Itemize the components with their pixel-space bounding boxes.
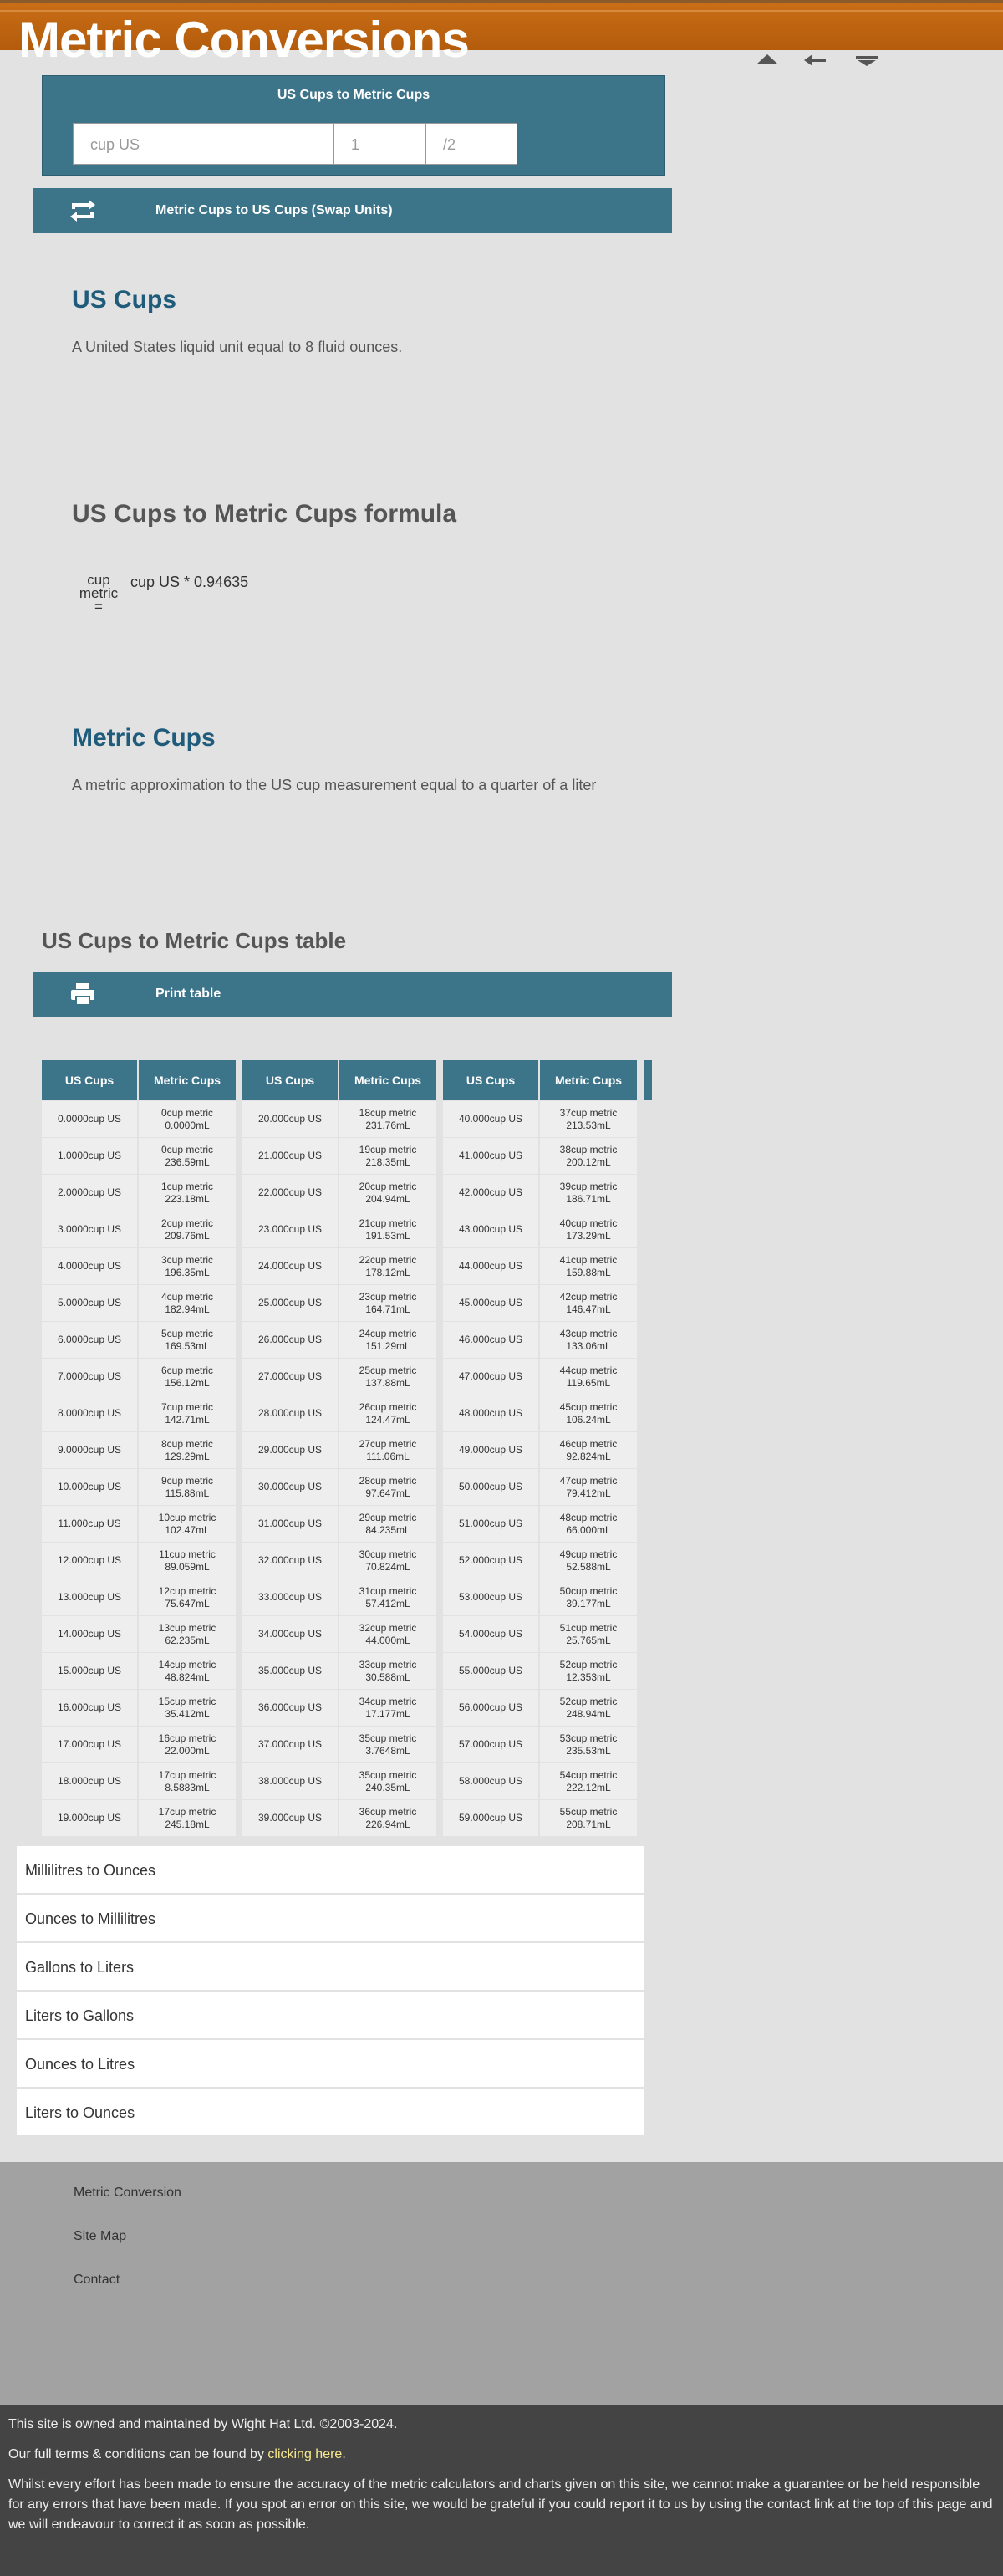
formula-lhs-top: cup	[87, 572, 110, 588]
related-link[interactable]: Millilitres to Ounces	[17, 1846, 644, 1895]
site-logo[interactable]: Metric Conversions	[18, 12, 469, 68]
table-row	[443, 1358, 637, 1395]
table-heading: US Cups to Metric Cups table	[42, 928, 347, 953]
metric-cups-cell: 24cup metric 151.29mL	[339, 1322, 436, 1358]
table-row	[42, 1100, 236, 1137]
us-cups-cell: 10.000cup US	[42, 1469, 139, 1505]
us-cups-cell: 32.000cup US	[242, 1543, 339, 1579]
table-row	[443, 1652, 637, 1689]
metric-cups-cell: 47cup metric 79.412mL	[540, 1469, 637, 1505]
metric-cups-cell: 36cup metric 226.94mL	[339, 1800, 436, 1836]
us-cups-cell: 23.000cup US	[242, 1211, 339, 1247]
metric-cups-cell: 48cup metric 66.000mL	[540, 1506, 637, 1542]
us-cups-cell: 34.000cup US	[242, 1616, 339, 1652]
column-header-from: US Cups	[443, 1060, 540, 1100]
us-cups-cell: 49.000cup US	[443, 1432, 540, 1468]
fraction-select[interactable]: /2	[425, 123, 517, 165]
table-row	[242, 1395, 436, 1431]
column-header-to: Metric Cups	[540, 1060, 637, 1100]
terms-text	[8, 2445, 995, 2465]
table-row	[443, 1174, 637, 1211]
metric-cups-cell: 42cup metric 146.47mL	[540, 1285, 637, 1321]
us-cups-cell: 37.000cup US	[242, 1727, 339, 1762]
table-row	[42, 1284, 236, 1321]
formula-equals: =	[94, 599, 103, 615]
metric-cups-cell: 17cup metric 245.18mL	[139, 1800, 236, 1836]
table-row	[42, 1799, 236, 1836]
us-cups-cell: 21.000cup US	[242, 1138, 339, 1174]
table-row	[42, 1468, 236, 1505]
metric-cups-cell: 28cup metric 97.647mL	[339, 1469, 436, 1505]
us-cups-cell: 14.000cup US	[42, 1616, 139, 1652]
to-unit-heading: Metric Cups	[72, 724, 216, 752]
metric-cups-cell: 50cup metric 39.177mL	[540, 1579, 637, 1615]
conversion-table	[42, 1060, 652, 1830]
table-header	[443, 1060, 637, 1100]
us-cups-cell: 7.0000cup US	[42, 1359, 139, 1395]
us-cups-cell: 50.000cup US	[443, 1469, 540, 1505]
metric-cups-cell: 26cup metric 124.47mL	[339, 1395, 436, 1431]
us-cups-cell: 17.000cup US	[42, 1727, 139, 1762]
table-row	[242, 1321, 436, 1358]
table-row	[242, 1247, 436, 1284]
column-header-from: US Cups	[242, 1060, 339, 1100]
table-row	[242, 1137, 436, 1174]
from-unit-description: A United States liquid unit equal to 8 fluid ounces.	[72, 339, 403, 355]
table-group	[443, 1060, 637, 1836]
column-header-to: Metric Cups	[339, 1060, 436, 1100]
us-cups-cell: 11.000cup US	[42, 1506, 139, 1542]
metric-cups-cell: 37cup metric 213.53mL	[540, 1101, 637, 1137]
legal-footer	[0, 2405, 1003, 2576]
table-header	[42, 1060, 236, 1100]
table-row	[42, 1579, 236, 1615]
table-row	[443, 1100, 637, 1137]
column-header-from: US Cups	[42, 1060, 139, 1100]
metric-cups-cell: 5cup metric 169.53mL	[139, 1322, 236, 1358]
metric-cups-cell: 14cup metric 48.824mL	[139, 1653, 236, 1689]
formula-heading: US Cups to Metric Cups formula	[72, 500, 457, 528]
metric-cups-cell: 45cup metric 106.24mL	[540, 1395, 637, 1431]
us-cups-cell: 35.000cup US	[242, 1653, 339, 1689]
formula-lhs	[74, 574, 124, 614]
us-cups-cell: 45.000cup US	[443, 1285, 540, 1321]
table-row	[242, 1615, 436, 1652]
printer-icon	[69, 981, 97, 1007]
table-row	[42, 1762, 236, 1799]
table-row	[42, 1174, 236, 1211]
metric-cups-cell: 7cup metric 142.71mL	[139, 1395, 236, 1431]
whole-number-input[interactable]: 1	[333, 123, 425, 165]
swap-units-label: Metric Cups to US Cups (Swap Units)	[155, 203, 393, 217]
metric-cups-cell: 27cup metric 111.06mL	[339, 1432, 436, 1468]
metric-cups-cell: 16cup metric 22.000mL	[139, 1727, 236, 1762]
table-row	[242, 1726, 436, 1762]
us-cups-cell: 33.000cup US	[242, 1579, 339, 1615]
metric-cups-cell: 20cup metric 204.94mL	[339, 1175, 436, 1211]
metric-cups-cell: 46cup metric 92.824mL	[540, 1432, 637, 1468]
table-row	[42, 1358, 236, 1395]
table-group	[42, 1060, 236, 1836]
table-row	[242, 1762, 436, 1799]
us-cups-cell: 16.000cup US	[42, 1690, 139, 1726]
table-row	[42, 1652, 236, 1689]
table-row	[443, 1247, 637, 1284]
metric-cups-cell: 21cup metric 191.53mL	[339, 1211, 436, 1247]
home-icon[interactable]	[755, 52, 780, 69]
table-row	[42, 1505, 236, 1542]
us-cups-cell: 9.0000cup US	[42, 1432, 139, 1468]
metric-cups-cell: 12cup metric 75.647mL	[139, 1579, 236, 1615]
table-row	[42, 1137, 236, 1174]
table-row	[242, 1579, 436, 1615]
us-cups-cell: 55.000cup US	[443, 1653, 540, 1689]
us-cups-cell: 48.000cup US	[443, 1395, 540, 1431]
table-row	[42, 1689, 236, 1726]
us-cups-cell: 57.000cup US	[443, 1727, 540, 1762]
terms-suffix: .	[342, 2447, 346, 2461]
table-row	[42, 1542, 236, 1579]
table-row	[443, 1615, 637, 1652]
table-row	[443, 1321, 637, 1358]
site-header	[0, 0, 1003, 68]
metric-cups-cell: 13cup metric 62.235mL	[139, 1616, 236, 1652]
converter-title: US Cups to Metric Cups	[277, 88, 430, 102]
formula-rhs: cup US * 0.94635	[130, 574, 249, 590]
metric-cups-cell: 0cup metric 0.0000mL	[139, 1101, 236, 1137]
table-header	[242, 1060, 436, 1100]
us-cups-cell: 28.000cup US	[242, 1395, 339, 1431]
related-link[interactable]: Ounces to Litres	[17, 2040, 644, 2089]
table-row	[443, 1762, 637, 1799]
us-cups-cell: 25.000cup US	[242, 1285, 339, 1321]
metric-cups-cell: 19cup metric 218.35mL	[339, 1138, 436, 1174]
metric-cups-cell: 49cup metric 52.588mL	[540, 1543, 637, 1579]
footer-link-site-map[interactable]: Site Map	[74, 2229, 127, 2243]
ownership-text: This site is owned and maintained by Wight Hat Ltd. ©2003-2024.	[8, 2417, 398, 2431]
metric-cups-cell: 10cup metric 102.47mL	[139, 1506, 236, 1542]
column-header-to: Metric Cups	[139, 1060, 236, 1100]
from-unit-heading: US Cups	[72, 286, 177, 314]
metric-cups-cell: 52cup metric 248.94mL	[540, 1690, 637, 1726]
us-cups-cell: 42.000cup US	[443, 1175, 540, 1211]
metric-cups-cell: 34cup metric 17.177mL	[339, 1690, 436, 1726]
metric-cups-cell: 55cup metric 208.71mL	[540, 1800, 637, 1836]
us-cups-cell: 26.000cup US	[242, 1322, 339, 1358]
us-cups-cell: 18.000cup US	[42, 1763, 139, 1799]
us-cups-cell: 46.000cup US	[443, 1322, 540, 1358]
us-cups-cell: 56.000cup US	[443, 1690, 540, 1726]
related-links	[17, 1846, 644, 2137]
metric-cups-cell: 6cup metric 156.12mL	[139, 1359, 236, 1395]
us-cups-cell: 2.0000cup US	[42, 1175, 139, 1211]
us-cups-cell: 30.000cup US	[242, 1469, 339, 1505]
menu-icon[interactable]	[854, 52, 879, 69]
table-row	[242, 1174, 436, 1211]
us-cups-cell: 39.000cup US	[242, 1800, 339, 1836]
value-input[interactable]: cup US	[73, 123, 333, 165]
us-cups-cell: 19.000cup US	[42, 1800, 139, 1836]
us-cups-cell: 3.0000cup US	[42, 1211, 139, 1247]
table-row	[42, 1395, 236, 1431]
table-row	[242, 1542, 436, 1579]
table-row	[42, 1431, 236, 1468]
metric-cups-cell: 4cup metric 182.94mL	[139, 1285, 236, 1321]
metric-cups-cell: 18cup metric 231.76mL	[339, 1101, 436, 1137]
metric-cups-cell: 43cup metric 133.06mL	[540, 1322, 637, 1358]
table-row	[443, 1542, 637, 1579]
table-overflow-edge	[644, 1060, 652, 1100]
metric-cups-cell: 23cup metric 164.71mL	[339, 1285, 436, 1321]
us-cups-cell: 24.000cup US	[242, 1248, 339, 1284]
us-cups-cell: 12.000cup US	[42, 1543, 139, 1579]
metric-cups-cell: 39cup metric 186.71mL	[540, 1175, 637, 1211]
table-row	[42, 1247, 236, 1284]
related-link[interactable]: Liters to Gallons	[17, 1992, 644, 2040]
metric-cups-cell: 8cup metric 129.29mL	[139, 1432, 236, 1468]
us-cups-cell: 1.0000cup US	[42, 1138, 139, 1174]
us-cups-cell: 29.000cup US	[242, 1432, 339, 1468]
us-cups-cell: 58.000cup US	[443, 1763, 540, 1799]
us-cups-cell: 59.000cup US	[443, 1800, 540, 1836]
us-cups-cell: 4.0000cup US	[42, 1248, 139, 1284]
us-cups-cell: 13.000cup US	[42, 1579, 139, 1615]
metric-cups-cell: 17cup metric 8.5883mL	[139, 1763, 236, 1799]
us-cups-cell: 27.000cup US	[242, 1359, 339, 1395]
table-row	[242, 1284, 436, 1321]
table-row	[42, 1726, 236, 1762]
related-link[interactable]: Ounces to Millilitres	[17, 1895, 644, 1943]
metric-cups-cell: 53cup metric 235.53mL	[540, 1727, 637, 1762]
metric-cups-cell: 1cup metric 223.18mL	[139, 1175, 236, 1211]
us-cups-cell: 47.000cup US	[443, 1359, 540, 1395]
table-row	[42, 1615, 236, 1652]
us-cups-cell: 5.0000cup US	[42, 1285, 139, 1321]
to-unit-description: A metric approximation to the US cup measurement equal to a quarter of a liter	[72, 777, 597, 793]
terms-link[interactable]: clicking here	[267, 2447, 343, 2461]
metric-cups-cell: 0cup metric 236.59mL	[139, 1138, 236, 1174]
us-cups-cell: 20.000cup US	[242, 1101, 339, 1137]
metric-cups-cell: 31cup metric 57.412mL	[339, 1579, 436, 1615]
terms-prefix: Our full terms & conditions can be found by	[8, 2447, 268, 2461]
metric-cups-cell: 3cup metric 196.35mL	[139, 1248, 236, 1284]
table-row	[242, 1468, 436, 1505]
table-row	[242, 1211, 436, 1247]
us-cups-cell: 53.000cup US	[443, 1579, 540, 1615]
table-row	[443, 1726, 637, 1762]
us-cups-cell: 15.000cup US	[42, 1653, 139, 1689]
footer-link-contact[interactable]: Contact	[74, 2272, 120, 2287]
converter-panel	[42, 75, 665, 176]
us-cups-cell: 31.000cup US	[242, 1506, 339, 1542]
metric-cups-cell: 25cup metric 137.88mL	[339, 1359, 436, 1395]
table-row	[242, 1100, 436, 1137]
metric-cups-cell: 33cup metric 30.588mL	[339, 1653, 436, 1689]
metric-cups-cell: 35cup metric 3.7648mL	[339, 1727, 436, 1762]
share-icon[interactable]	[802, 52, 827, 69]
us-cups-cell: 38.000cup US	[242, 1763, 339, 1799]
table-row	[443, 1799, 637, 1836]
table-row	[242, 1358, 436, 1395]
disclaimer-text: Whilst every effort has been made to ensure the accuracy of the metric calculators and charts given on this site, we cannot make a guarantee or be held responsible for any errors that have been made. If you spot an error on this site, we would be grateful if you could report it to us by using the contact link at the top of this page and we will endeavour to correct it as soon as possible.	[8, 2477, 993, 2532]
us-cups-cell: 0.0000cup US	[42, 1101, 139, 1137]
us-cups-cell: 43.000cup US	[443, 1211, 540, 1247]
us-cups-cell: 6.0000cup US	[42, 1322, 139, 1358]
related-link[interactable]: Liters to Ounces	[17, 2089, 644, 2137]
metric-cups-cell: 2cup metric 209.76mL	[139, 1211, 236, 1247]
metric-cups-cell: 54cup metric 222.12mL	[540, 1763, 637, 1799]
metric-cups-cell: 38cup metric 200.12mL	[540, 1138, 637, 1174]
us-cups-cell: 44.000cup US	[443, 1248, 540, 1284]
metric-cups-cell: 44cup metric 119.65mL	[540, 1359, 637, 1395]
related-link[interactable]: Gallons to Liters	[17, 1943, 644, 1992]
metric-cups-cell: 29cup metric 84.235mL	[339, 1506, 436, 1542]
table-row	[443, 1689, 637, 1726]
metric-cups-cell: 41cup metric 159.88mL	[540, 1248, 637, 1284]
us-cups-cell: 51.000cup US	[443, 1506, 540, 1542]
table-row	[242, 1799, 436, 1836]
footer-link-metric-conversion[interactable]: Metric Conversion	[74, 2186, 181, 2200]
metric-cups-cell: 30cup metric 70.824mL	[339, 1543, 436, 1579]
table-row	[242, 1652, 436, 1689]
table-group	[242, 1060, 436, 1836]
table-row	[443, 1579, 637, 1615]
us-cups-cell: 8.0000cup US	[42, 1395, 139, 1431]
metric-cups-cell: 51cup metric 25.765mL	[540, 1616, 637, 1652]
us-cups-cell: 40.000cup US	[443, 1101, 540, 1137]
us-cups-cell: 54.000cup US	[443, 1616, 540, 1652]
us-cups-cell: 41.000cup US	[443, 1138, 540, 1174]
print-table-button[interactable]	[33, 972, 672, 1017]
print-table-label: Print table	[155, 987, 221, 1001]
table-row	[242, 1431, 436, 1468]
footer	[0, 2162, 1003, 2405]
metric-cups-cell: 35cup metric 240.35mL	[339, 1763, 436, 1799]
metric-cups-cell: 22cup metric 178.12mL	[339, 1248, 436, 1284]
table-row	[443, 1395, 637, 1431]
swap-units-button[interactable]	[33, 188, 672, 233]
us-cups-cell: 22.000cup US	[242, 1175, 339, 1211]
table-row	[443, 1431, 637, 1468]
table-row	[242, 1689, 436, 1726]
metric-cups-cell: 32cup metric 44.000mL	[339, 1616, 436, 1652]
table-row	[443, 1137, 637, 1174]
metric-cups-cell: 9cup metric 115.88mL	[139, 1469, 236, 1505]
metric-cups-cell: 11cup metric 89.059mL	[139, 1543, 236, 1579]
table-row	[443, 1211, 637, 1247]
table-row	[242, 1505, 436, 1542]
table-row	[443, 1468, 637, 1505]
table-row	[443, 1284, 637, 1321]
table-row	[443, 1505, 637, 1542]
table-row	[42, 1321, 236, 1358]
table-row	[42, 1211, 236, 1247]
metric-cups-cell: 40cup metric 173.29mL	[540, 1211, 637, 1247]
us-cups-cell: 52.000cup US	[443, 1543, 540, 1579]
metric-cups-cell: 15cup metric 35.412mL	[139, 1690, 236, 1726]
us-cups-cell: 36.000cup US	[242, 1690, 339, 1726]
swap-icon	[69, 197, 97, 224]
formula-lhs-bottom: metric	[79, 585, 119, 601]
metric-cups-cell: 52cup metric 12.353mL	[540, 1653, 637, 1689]
